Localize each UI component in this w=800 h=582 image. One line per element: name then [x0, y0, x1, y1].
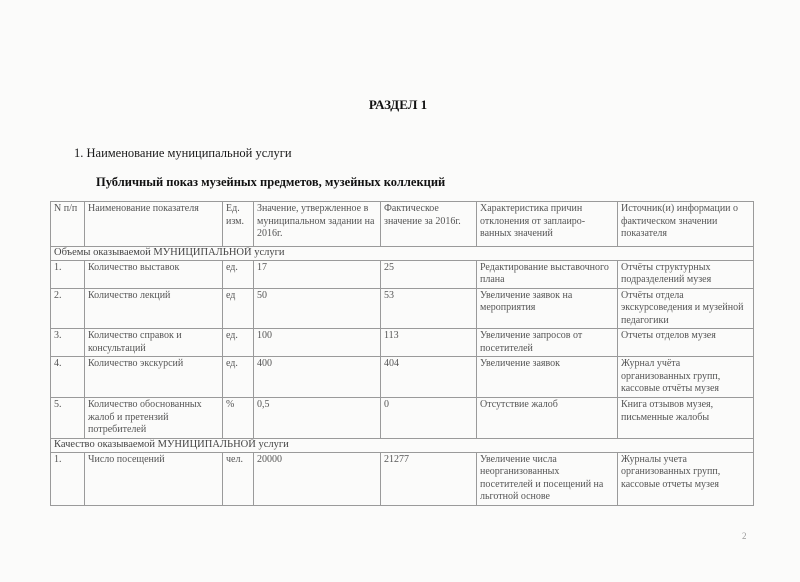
table-row	[51, 452, 754, 505]
header-cell: Фактическое значение за 2016г.	[381, 202, 477, 247]
table-cell: Количество экскурсий	[85, 357, 223, 398]
section-title-cell: Качество оказываемой МУНИЦИПАЛЬНОЙ услуги	[51, 439, 754, 453]
header-cell: Значение, утвержленное в муниципальном задании на 2016г.	[254, 202, 381, 247]
table-cell: 0	[381, 398, 477, 439]
table-cell: Журналы учета организованных групп, кассовые отчеты музея	[618, 452, 754, 505]
table-cell: Увеличение заявок на мероприятия	[477, 288, 618, 329]
table-cell: 113	[381, 329, 477, 357]
item-heading: 1. Наименование муниципальной услуги	[74, 146, 292, 160]
table-cell: 50	[254, 288, 381, 329]
page-number: 2	[742, 531, 747, 541]
table-row	[51, 329, 754, 357]
header-cell: Характеристика причин отклонения от заплаиро-ванных значений	[477, 202, 618, 247]
table-cell: 3.	[51, 329, 85, 357]
table-cell: 404	[381, 357, 477, 398]
table-cell: Увеличение запросов от посетителей	[477, 329, 618, 357]
table-cell: 1.	[51, 260, 85, 288]
table-cell: чел.	[223, 452, 254, 505]
header-cell: N п/п	[51, 202, 85, 247]
table-cell: Число посещений	[85, 452, 223, 505]
table-cell: 25	[381, 260, 477, 288]
header-cell: Источник(и) информации о фактическом значении показателя	[618, 202, 754, 247]
table-cell: Журнал учёта организованных групп, кассовые отчёты музея	[618, 357, 754, 398]
table-cell: Отчёты отдела экскурсоведения и музейной педагогики	[618, 288, 754, 329]
table-cell: 1.	[51, 452, 85, 505]
table-cell: Отсутствие жалоб	[477, 398, 618, 439]
section-title: РАЗДЕЛ 1	[368, 97, 428, 112]
table-cell: Увеличение числа неорганизованных посетителей и посещений на льготной основе	[477, 452, 618, 505]
table-header-row	[51, 202, 754, 247]
table-cell: 20000	[254, 452, 381, 505]
table-cell: ед.	[223, 357, 254, 398]
table-cell: 100	[254, 329, 381, 357]
table-cell: 21277	[381, 452, 477, 505]
table-cell: ед	[223, 288, 254, 329]
table-row	[51, 398, 754, 439]
table-cell: 4.	[51, 357, 85, 398]
table-cell: 5.	[51, 398, 85, 439]
table-row	[51, 288, 754, 329]
section-title-cell: Объемы оказываемой МУНИЦИПАЛЬНОЙ услуги	[51, 247, 754, 261]
table-cell: 53	[381, 288, 477, 329]
table-cell: 0,5	[254, 398, 381, 439]
table-cell: Отчеты отделов музея	[618, 329, 754, 357]
table-cell: Увеличение заявок	[477, 357, 618, 398]
table-cell: Книга отзывов музея, письменные жалобы	[618, 398, 754, 439]
table-cell: %	[223, 398, 254, 439]
table-cell: Количество обоснованных жалоб и претензий потребителей	[85, 398, 223, 439]
table-cell: 400	[254, 357, 381, 398]
table-cell: 2.	[51, 288, 85, 329]
table-cell: Количество лекций	[85, 288, 223, 329]
table-row	[51, 357, 754, 398]
header-cell: Наименование показателя	[85, 202, 223, 247]
indicators-table	[50, 201, 754, 506]
table-cell: ед.	[223, 329, 254, 357]
table-row	[51, 260, 754, 288]
table-cell: Количество справок и консультаций	[85, 329, 223, 357]
table-cell: Отчёты структурных подразделений музея	[618, 260, 754, 288]
service-name: Публичный показ музейных предметов, музейных коллекций	[96, 175, 446, 189]
table-cell: Количество выставок	[85, 260, 223, 288]
table-cell: ед.	[223, 260, 254, 288]
section-row	[51, 439, 754, 453]
table-cell: 17	[254, 260, 381, 288]
table-cell: Редактирование выставочного плана	[477, 260, 618, 288]
section-row	[51, 247, 754, 261]
header-cell: Ед. изм.	[223, 202, 254, 247]
